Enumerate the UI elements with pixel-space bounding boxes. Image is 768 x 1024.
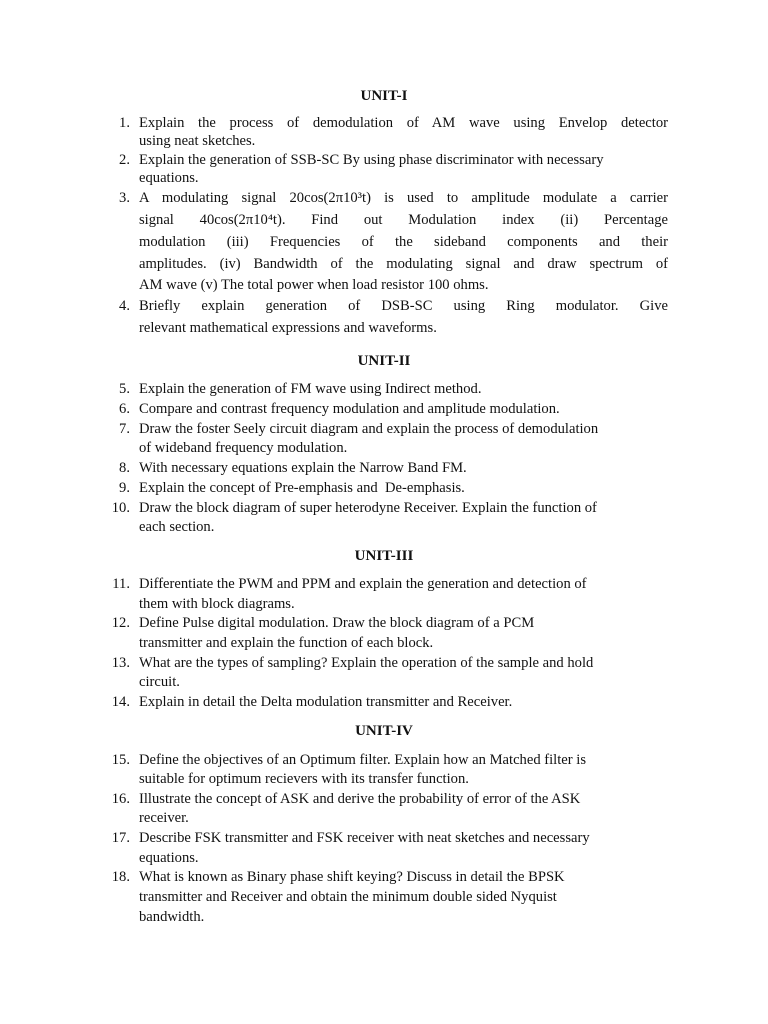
question-line: AM wave (v) The total power when load resistor 100 ohms. [139,277,489,293]
question-line: Explain in detail the Delta modulation transmitter and Receiver. [139,694,513,710]
question-number: 15. [111,752,130,768]
question-line: receiver. [139,810,189,826]
question-line: equations. [139,850,199,866]
question-line: transmitter and Receiver and obtain the minimum double sided Nyquist [139,889,557,905]
question-line: using neat sketches. [139,133,256,149]
question-number: 11. [112,576,130,592]
question-line: Define Pulse digital modulation. Draw the block diagram of a PCM [139,615,535,631]
question-line: Explain the generation of SSB-SC By using phase discriminator with necessary [139,152,604,168]
unit-title: UNIT-III [354,548,414,564]
unit-title: UNIT-II [357,353,411,369]
question-line: transmitter and explain the function of each block. [139,635,434,651]
question-number: 17. [111,830,130,846]
question-line: equations. [139,170,199,186]
question-number: 12. [111,615,130,631]
question-line: of wideband frequency modulation. [139,440,348,456]
question-number: 8. [119,460,130,476]
question-line: Draw the foster Seely circuit diagram and explain the process of demodulation [139,421,599,437]
question-line: A modulating signal 20cos(2π10³t) is used to amplitude modulate a carrier [139,190,668,206]
question-number: 3. [119,190,130,206]
question-line: them with block diagrams. [139,596,295,612]
question-number: 9. [119,480,130,496]
question-line: bandwidth. [139,909,205,925]
unit-title: UNIT-IV [355,723,413,739]
question-number: 4. [119,298,130,314]
question-line: signal 40cos(2π10⁴t). Find out Modulation index (ii) Percentage [139,212,668,228]
question-line: What are the types of sampling? Explain the operation of the sample and hold [139,655,594,671]
question-line: suitable for optimum recievers with its transfer function. [139,771,469,787]
question-line: modulation (iii) Frequencies of the sideband components and their [139,234,668,250]
question-line: Briefly explain generation of DSB-SC using Ring modulator. Give [139,298,668,314]
question-line: Differentiate the PWM and PPM and explain the generation and detection of [139,576,587,592]
question-line: amplitudes. (iv) Bandwidth of the modulating signal and draw spectrum of [139,256,668,272]
question-line: What is known as Binary phase shift keying? Discuss in detail the BPSK [139,869,565,885]
question-line: Compare and contrast frequency modulation and amplitude modulation. [139,401,560,417]
question-number: 13. [111,655,130,671]
question-line: Explain the process of demodulation of AM wave using Envelop detector [139,115,668,131]
question-line: relevant mathematical expressions and waveforms. [139,320,437,336]
question-number: 7. [119,421,130,437]
question-number: 16. [111,791,130,807]
question-number: 10. [111,500,130,516]
question-line: Explain the generation of FM wave using Indirect method. [139,381,482,397]
question-line: each section. [139,519,215,535]
unit-title: UNIT-I [360,88,408,104]
question-line: Illustrate the concept of ASK and derive the probability of error of the ASK [139,791,581,807]
question-line: Draw the block diagram of super heterodyne Receiver. Explain the function of [139,500,597,516]
question-number: 2. [119,152,130,168]
question-number: 14. [111,694,130,710]
question-line: Explain the concept of Pre-emphasis and De-emphasis. [139,480,465,496]
question-line: circuit. [139,674,180,690]
question-number: 18. [111,869,130,885]
question-number: 5. [119,381,130,397]
question-number: 6. [119,401,130,417]
question-number: 1. [119,115,130,131]
question-line: With necessary equations explain the Narrow Band FM. [139,460,467,476]
question-line: Describe FSK transmitter and FSK receiver with neat sketches and necessary [139,830,590,846]
question-line: Define the objectives of an Optimum filter. Explain how an Matched filter is [139,752,587,768]
